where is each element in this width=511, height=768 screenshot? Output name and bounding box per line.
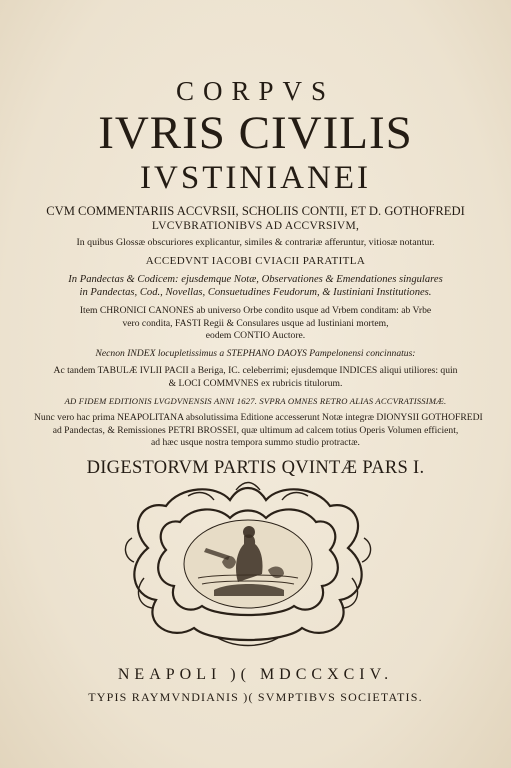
printers-device-ornament: [118, 478, 378, 648]
imprint-place-date: NEAPOLI )( MDCCXCIV.: [117, 666, 394, 683]
subtitle-nunc-1: Nunc vero hac prima NEAPOLITANA absolutissima Editione accesserunt Notæ integræ DIONYSII GOTHOFREDI: [34, 412, 483, 423]
subtitle-glossae: In quibus Glossæ obscuriores explicantur, similes & contrariæ afferuntur, vitiosæ notantur.: [76, 237, 435, 248]
subtitle-chronici-1: Item CHRONICI CANONES ab universo Orbe condito usque ad Vrbem conditam: ab Vrbe: [79, 305, 432, 316]
subtitle-commentaries: CVM COMMENTARIIS ACCVRSII, SCHOLIIS CONTII, ET D. GOTHOFREDI: [46, 204, 465, 218]
title-line-3: IVSTINIANEI: [140, 160, 371, 196]
subtitle-chronici-3: eodem CONTIO Auctore.: [205, 330, 306, 341]
subtitle-chronici-2: vero condita, FASTI Regii & Consulares usque ad Iustiniani mortem,: [122, 317, 389, 329]
subtitle-nunc-3: ad hæc usque nostra tempora summo studio protractæ.: [151, 437, 360, 448]
subtitle-tabulae-2: & LOCI COMMVNES ex rubricis titulorum.: [168, 377, 343, 389]
title-line-1: CORPVS: [175, 76, 336, 106]
subtitle-nunc-2: ad Pandectas, & Remissiones PETRI BROSSEI, quæ ultimum ad calcem totius Operis Volumen efficient,: [52, 424, 459, 436]
subtitle-index: Necnon INDEX locupletissimus a STEPHANO DAOYS Pampelonensi concinnatus:: [95, 347, 416, 359]
subtitle-pandectas-1: In Pandectas & Codicem: ejusdemque Notæ, Observationes & Emendationes singulares: [68, 274, 443, 285]
imprint-printer: TYPIS RAYMVNDIANIS )( SVMPTIBVS SOCIETATIS.: [88, 690, 423, 704]
volume-heading: DIGESTORVM PARTIS QVINTÆ PARS I.: [86, 457, 425, 478]
title-line-2: IVRIS CIVILIS: [98, 107, 413, 159]
subtitle-ad-fidem: AD FIDEM EDITIONIS LVGDVNENSIS ANNI 1627. SVPRA OMNES RETRO ALIAS ACCVRATISSIMÆ.: [64, 396, 447, 406]
subtitle-lucubrationibus: LVCVBRATIONIBVS AD ACCVRSIVM,: [151, 220, 360, 232]
subtitle-accedunt: ACCEDVNT IACOBI CVIACII PARATITLA: [145, 255, 366, 267]
subtitle-pandectas-2: in Pandectas, Cod., Novellas, Consuetudines Feudorum, & Iustiniani Institutiones.: [79, 287, 432, 298]
subtitle-tabulae-1: Ac tandem TABULÆ IVLII PACII a Beriga, IC. celeberrimi; ejusdemque INDICES aliqui utiliores: quin: [53, 365, 458, 376]
